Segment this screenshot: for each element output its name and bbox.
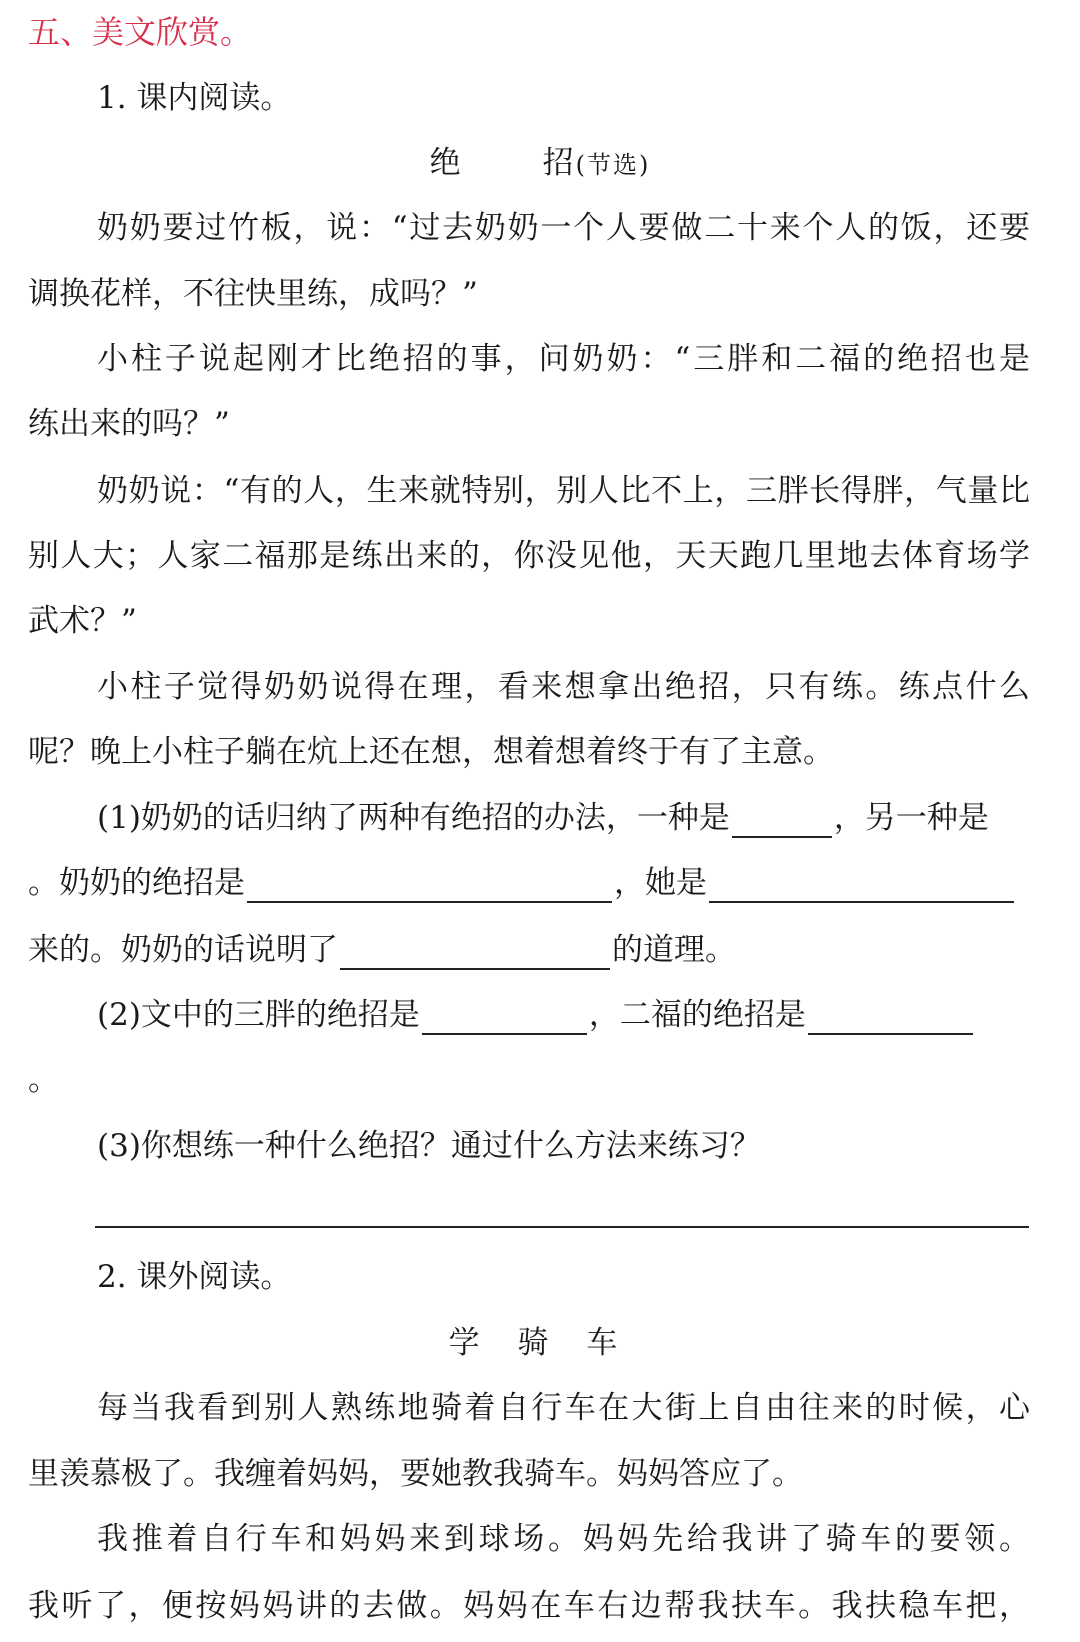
passage-title bbox=[0, 143, 1080, 183]
q1-text: 来的。奶奶的话说明了 bbox=[28, 932, 338, 968]
part2-label: 2. 课外阅读。 bbox=[97, 1259, 292, 1295]
passage-line: 武术？” bbox=[28, 603, 137, 639]
title-char-1: 绝 bbox=[429, 145, 463, 181]
passage-line: 别人大；人家二福那是练出来的，你没见他，天天跑几里地去体育场学 bbox=[28, 538, 1030, 574]
question-2-end: 。 bbox=[28, 1062, 59, 1098]
title-note: (节选) bbox=[575, 151, 651, 179]
answer-line[interactable] bbox=[95, 1226, 1029, 1228]
answer-blank[interactable] bbox=[247, 871, 612, 903]
question-1-cont bbox=[28, 930, 1030, 970]
answer-blank[interactable] bbox=[808, 1003, 973, 1035]
passage-line: 练出来的吗？” bbox=[28, 406, 230, 442]
answer-blank[interactable] bbox=[732, 806, 832, 838]
answer-blank[interactable] bbox=[340, 938, 610, 970]
answer-blank[interactable] bbox=[422, 1003, 587, 1035]
q2-text: (2)文中的三胖的绝招是 bbox=[97, 997, 420, 1033]
passage-title-2: 学 骑 车 bbox=[448, 1325, 632, 1361]
q2-text: ，二福的绝招是 bbox=[588, 997, 806, 1033]
question-1-cont bbox=[28, 863, 1030, 903]
passage-line: 调换花样，不往快里练，成吗？” bbox=[28, 276, 478, 312]
q1-text: (1)奶奶的话归纳了两种有绝招的办法，一种是 bbox=[97, 800, 730, 836]
passage-line: 里羡慕极了。我缠着妈妈，要她教我骑车。妈妈答应了。 bbox=[28, 1456, 803, 1492]
question-3: (3)你想练一种什么绝招？通过什么方法来练习？ bbox=[97, 1128, 761, 1164]
passage-line: 小柱子说起刚才比绝招的事，问奶奶：“三胖和二福的绝招也是 bbox=[97, 341, 1030, 377]
passage-line: 小柱子觉得奶奶说得在理，看来想拿出绝招，只有练。练点什么 bbox=[97, 669, 1030, 705]
question-2 bbox=[97, 995, 1030, 1035]
passage-line: 我听了，便按妈妈讲的去做。妈妈在车右边帮我扶车。我扶稳车把， bbox=[28, 1588, 1030, 1624]
q1-text: ，她是 bbox=[614, 865, 707, 901]
passage-line: 每当我看到别人熟练地骑着自行车在大街上自由往来的时候，心 bbox=[97, 1390, 1030, 1426]
answer-blank[interactable] bbox=[709, 871, 1014, 903]
question-1 bbox=[97, 798, 1030, 838]
title-char-2: 招 bbox=[542, 145, 576, 181]
passage-line: 奶奶说：“有的人，生来就特别，别人比不上，三胖长得胖，气量比 bbox=[97, 473, 1030, 509]
passage-line: 我推着自行车和妈妈来到球场。妈妈先给我讲了骑车的要领。 bbox=[97, 1521, 1030, 1557]
q1-text: ，另一种是 bbox=[833, 800, 989, 836]
q1-text: 。奶奶的绝招是 bbox=[28, 865, 245, 901]
passage-line: 奶奶要过竹板，说：“过去奶奶一个人要做二十来个人的饭，还要 bbox=[97, 210, 1030, 246]
passage-line: 呢？晚上小柱子躺在炕上还在想，想着想着终于有了主意。 bbox=[28, 734, 834, 770]
part1-label: 1. 课内阅读。 bbox=[97, 80, 292, 116]
section-heading: 五、美文欣赏。 bbox=[28, 13, 253, 51]
q1-text: 的道理。 bbox=[612, 932, 736, 968]
